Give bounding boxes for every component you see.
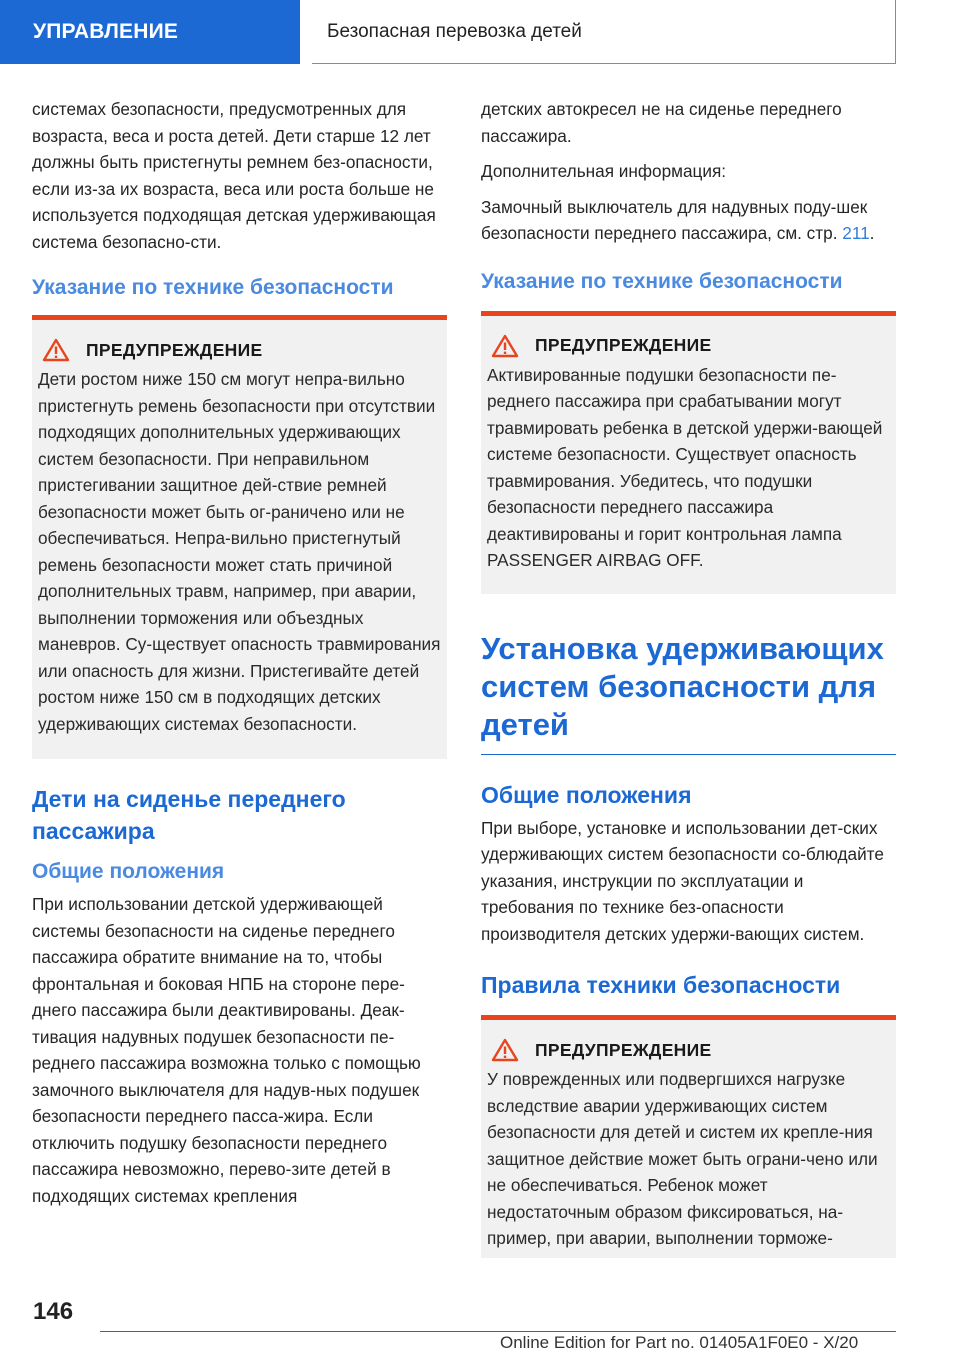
warning-header xyxy=(38,338,442,362)
warning-triangle-icon xyxy=(491,1038,519,1062)
warning-title: ПРЕДУПРЕЖДЕНИЕ xyxy=(535,1039,712,1060)
warning-triangle-icon xyxy=(42,338,70,362)
continued-paragraph: детских автокресел не на сиденье переднего пассажира. xyxy=(481,99,842,146)
intro-paragraph: системах безопасности, предусмотренных для возраста, веса и роста детей. Дети старше 12 лет должны быть пристегнуты ремнем без-опасности, если из-за их возраста, веса или роста больше не используется подходящая детская удерживающая система безопасно-сти. xyxy=(32,99,436,252)
warning-box-damaged xyxy=(481,1015,896,1258)
page-number: 146 xyxy=(33,1298,74,1325)
general-paragraph: При использовании детской удерживающей системы безопасности на сиденье переднего пассажира обратите внимание на то, чтобы фронтальная и боковая НПБ на стороне пере-днего пассажира были деактивированы. Деак-тивация надувных подушек безопасности пе-реднего пассажира возможна только с помощью замочного выключателя для надув-ных подушек безопасности переднего пасса-жира. Если отключить подушку безопасности переднего пассажира невозможно, перево-зите детей в подходящих системах крепления xyxy=(32,894,421,1206)
heading-divider xyxy=(481,754,896,755)
general-heading: Общие положения xyxy=(32,860,225,883)
warning-box-airbag xyxy=(481,311,896,594)
installation-heading: Установка удерживающих систем безопасности для детей xyxy=(481,630,884,742)
switch-reference xyxy=(481,194,896,247)
safety-heading-right: Указание по технике безопасности xyxy=(481,269,843,293)
section-tab[interactable]: УПРАВЛЕНИЕ xyxy=(0,0,300,64)
warning-title: ПРЕДУПРЕЖДЕНИЕ xyxy=(535,335,712,355)
page-header xyxy=(0,0,960,66)
warning-header xyxy=(487,1038,891,1062)
chapter-title: Безопасная перевозка детей xyxy=(312,0,896,64)
left-column xyxy=(32,96,447,1209)
warning-title: ПРЕДУПРЕЖДЕНИЕ xyxy=(86,339,263,360)
additional-info-label: Дополнительная информация: xyxy=(481,161,727,181)
page-link-211[interactable]: 211 xyxy=(842,223,870,243)
rules-heading: Правила техники безопасности xyxy=(481,972,841,998)
switch-reference-end: . xyxy=(869,223,875,243)
footer-divider xyxy=(100,1331,896,1332)
warning-text: Активированные подушки безопасности пе-реднего пассажира при срабатывании могут травмировать ребенка в детской удержи-вающей системе безопасности. Существует опасность травмирования. Убедитесь, что подушки безопасности переднего пассажира деактивированы и горит контрольная лампа PASSENGER AIRBAG OFF. xyxy=(487,364,883,570)
warning-triangle-icon xyxy=(491,334,519,358)
switch-reference-text: Замочный выключатель для надувных поду-шек безопасности переднего пассажира, см. стр. xyxy=(481,196,868,243)
general-heading-right: Общие положения xyxy=(481,781,692,808)
right-column xyxy=(481,96,896,1258)
warning-header xyxy=(487,334,891,358)
front-passenger-heading: Дети на сиденье переднего пассажира xyxy=(32,786,346,844)
safety-heading: Указание по технике безопасности xyxy=(32,276,394,299)
general-paragraph-right: При выборе, установке и использовании дет-ских удерживающих систем безопасности со-блюдайте указания, инструкции по эксплуатации и требования по технике без-опасности производителя детских удержи-вающих систем. xyxy=(481,817,884,944)
edition-footer: Online Edition for Part no. 01405A1F0E0 - X/20 xyxy=(500,1333,859,1352)
warning-box xyxy=(32,315,447,759)
warning-text: У поврежденных или подвергшихся нагрузке вследствие аварии удерживающих систем безопасности для детей и систем их крепле-ния защитное действие может быть ограни-чено или не обеспечиваться. Ребенок может недостаточным образом фиксироваться, на-пример, при аварии, выполнении торможе- xyxy=(487,1069,878,1248)
warning-text: Дети ростом ниже 150 см могут непра-вильно пристегнуть ремень безопасности при отсутствии подходящих дополнительных удерживающих систем безопасности. При неправильном пристегивании защитное дей-ствие ремней безопасности может быть ог-раничено или не обеспечиваться. Непра-вильно пристегнутый ремень безопасности может стать причиной дополнительных травм, например, при аварии, выполнении торможения или объездных маневров. Су-ществует опасность травмирования или опасность для жизни. Пристегивайте детей ростом ниже 150 см в подходящих детских удерживающих системах безопасности. xyxy=(38,369,441,734)
